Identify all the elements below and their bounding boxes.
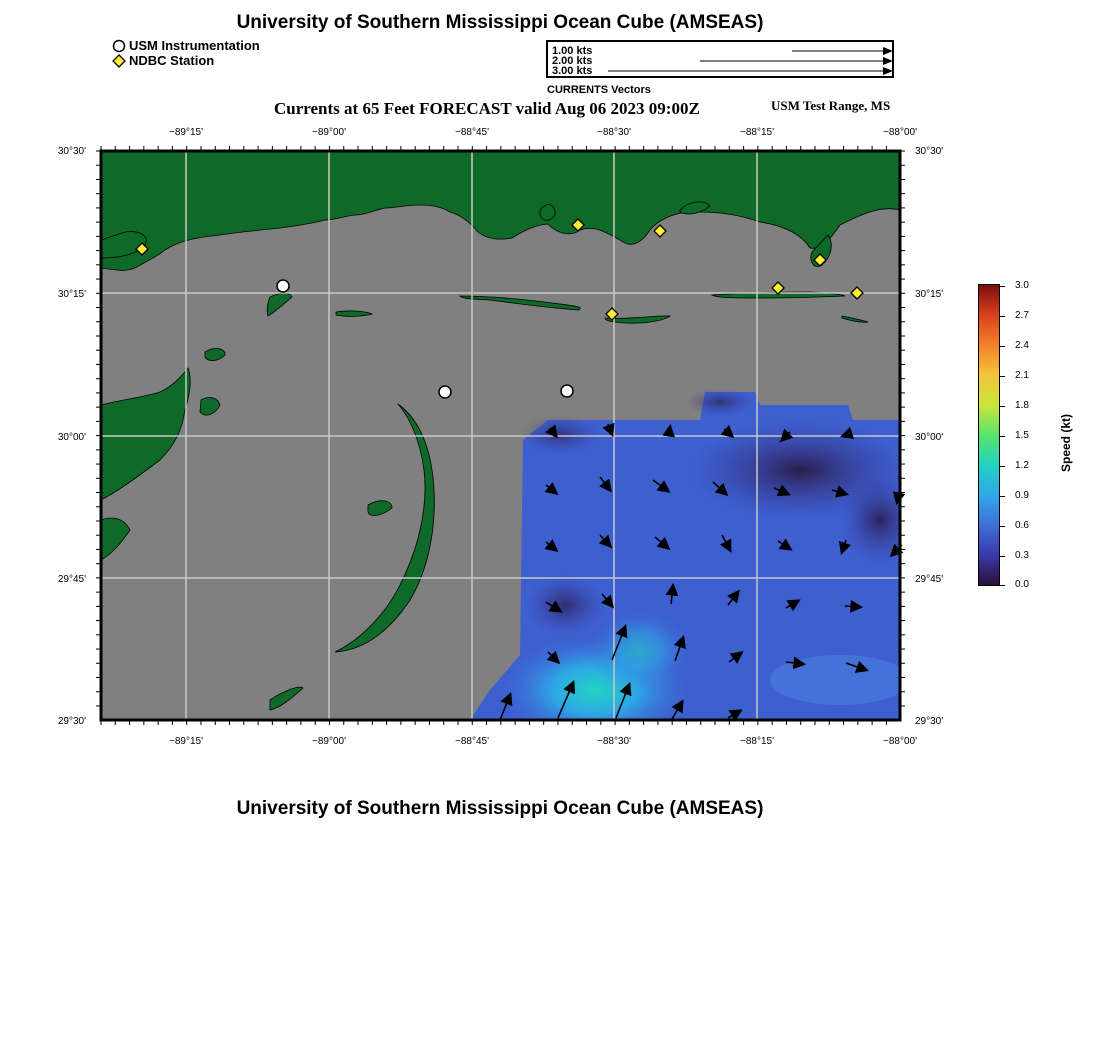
colorbar-label: 2.4	[1015, 340, 1029, 351]
usm-station-1	[277, 280, 289, 292]
usm-station-3	[561, 385, 573, 397]
lat-label: 30°30'	[57, 146, 86, 157]
lat-label: 29°30'	[57, 716, 86, 727]
lon-label: −89°00'	[312, 736, 346, 747]
map-title: University of Southern Mississippi Ocean Cube (AMSEAS)	[236, 12, 764, 33]
lat-labels-left	[58, 146, 86, 727]
lat-label: 30°00'	[915, 432, 944, 443]
vector-scale-label-1: 1.00 kts	[552, 45, 593, 57]
colorbar-label: 3.0	[1015, 280, 1029, 291]
lon-label: −88°00'	[883, 127, 917, 138]
colorbar-title: Speed (kt)	[1059, 414, 1073, 473]
legend-ndbc-label: NDBC Station	[129, 53, 215, 68]
forecast-subtitle: Currents at 65 Feet FORECAST valid Aug 06 2023 09:00Z	[274, 99, 700, 118]
legend-usm-label: USM Instrumentation	[129, 38, 260, 53]
lon-labels-top	[169, 127, 917, 138]
lat-labels-right	[915, 146, 943, 727]
lat-label: 29°30'	[915, 716, 944, 727]
lon-label: −89°00'	[312, 127, 346, 138]
colorbar-label: 2.1	[1015, 370, 1029, 381]
usm-station-2	[439, 386, 451, 398]
colorbar-label: 0.6	[1015, 520, 1029, 531]
lon-label: −88°45'	[455, 127, 489, 138]
lon-label: −88°30'	[597, 736, 631, 747]
lon-label: −88°15'	[740, 736, 774, 747]
lat-label: 29°45'	[57, 574, 86, 585]
speed-colorbar	[978, 284, 1000, 586]
range-label: USM Test Range, MS	[771, 98, 891, 113]
colorbar-label: 1.8	[1015, 400, 1029, 411]
footer-title: University of Southern Mississippi Ocean Cube (AMSEAS)	[236, 798, 764, 819]
lon-label: −88°15'	[740, 127, 774, 138]
lat-label: 30°00'	[57, 432, 86, 443]
colorbar-label: 0.9	[1015, 490, 1029, 501]
colorbar-label: 2.7	[1015, 310, 1029, 321]
vector-scale-label-3: 3.00 kts	[552, 65, 593, 77]
lat-label: 30°15'	[915, 289, 944, 300]
vector-scale-caption: CURRENTS Vectors	[547, 84, 651, 96]
lon-label: −89°15'	[169, 736, 203, 747]
lat-label: 29°45'	[915, 574, 944, 585]
colorbar-label: 0.3	[1015, 550, 1029, 561]
current-speed-field	[470, 388, 920, 745]
vector-scale-label-2: 2.00 kts	[552, 55, 593, 67]
lon-label: −88°00'	[883, 736, 917, 747]
colorbar-label: 1.5	[1015, 430, 1029, 441]
colorbar-label: 1.2	[1015, 460, 1029, 471]
colorbar-label: 0.0	[1015, 579, 1029, 590]
lon-label: −89°15'	[169, 127, 203, 138]
lat-label: 30°15'	[57, 289, 86, 300]
lat-label: 30°30'	[915, 146, 944, 157]
lon-label: −88°45'	[455, 736, 489, 747]
lon-label: −88°30'	[597, 127, 631, 138]
lon-labels-bottom	[169, 736, 917, 747]
